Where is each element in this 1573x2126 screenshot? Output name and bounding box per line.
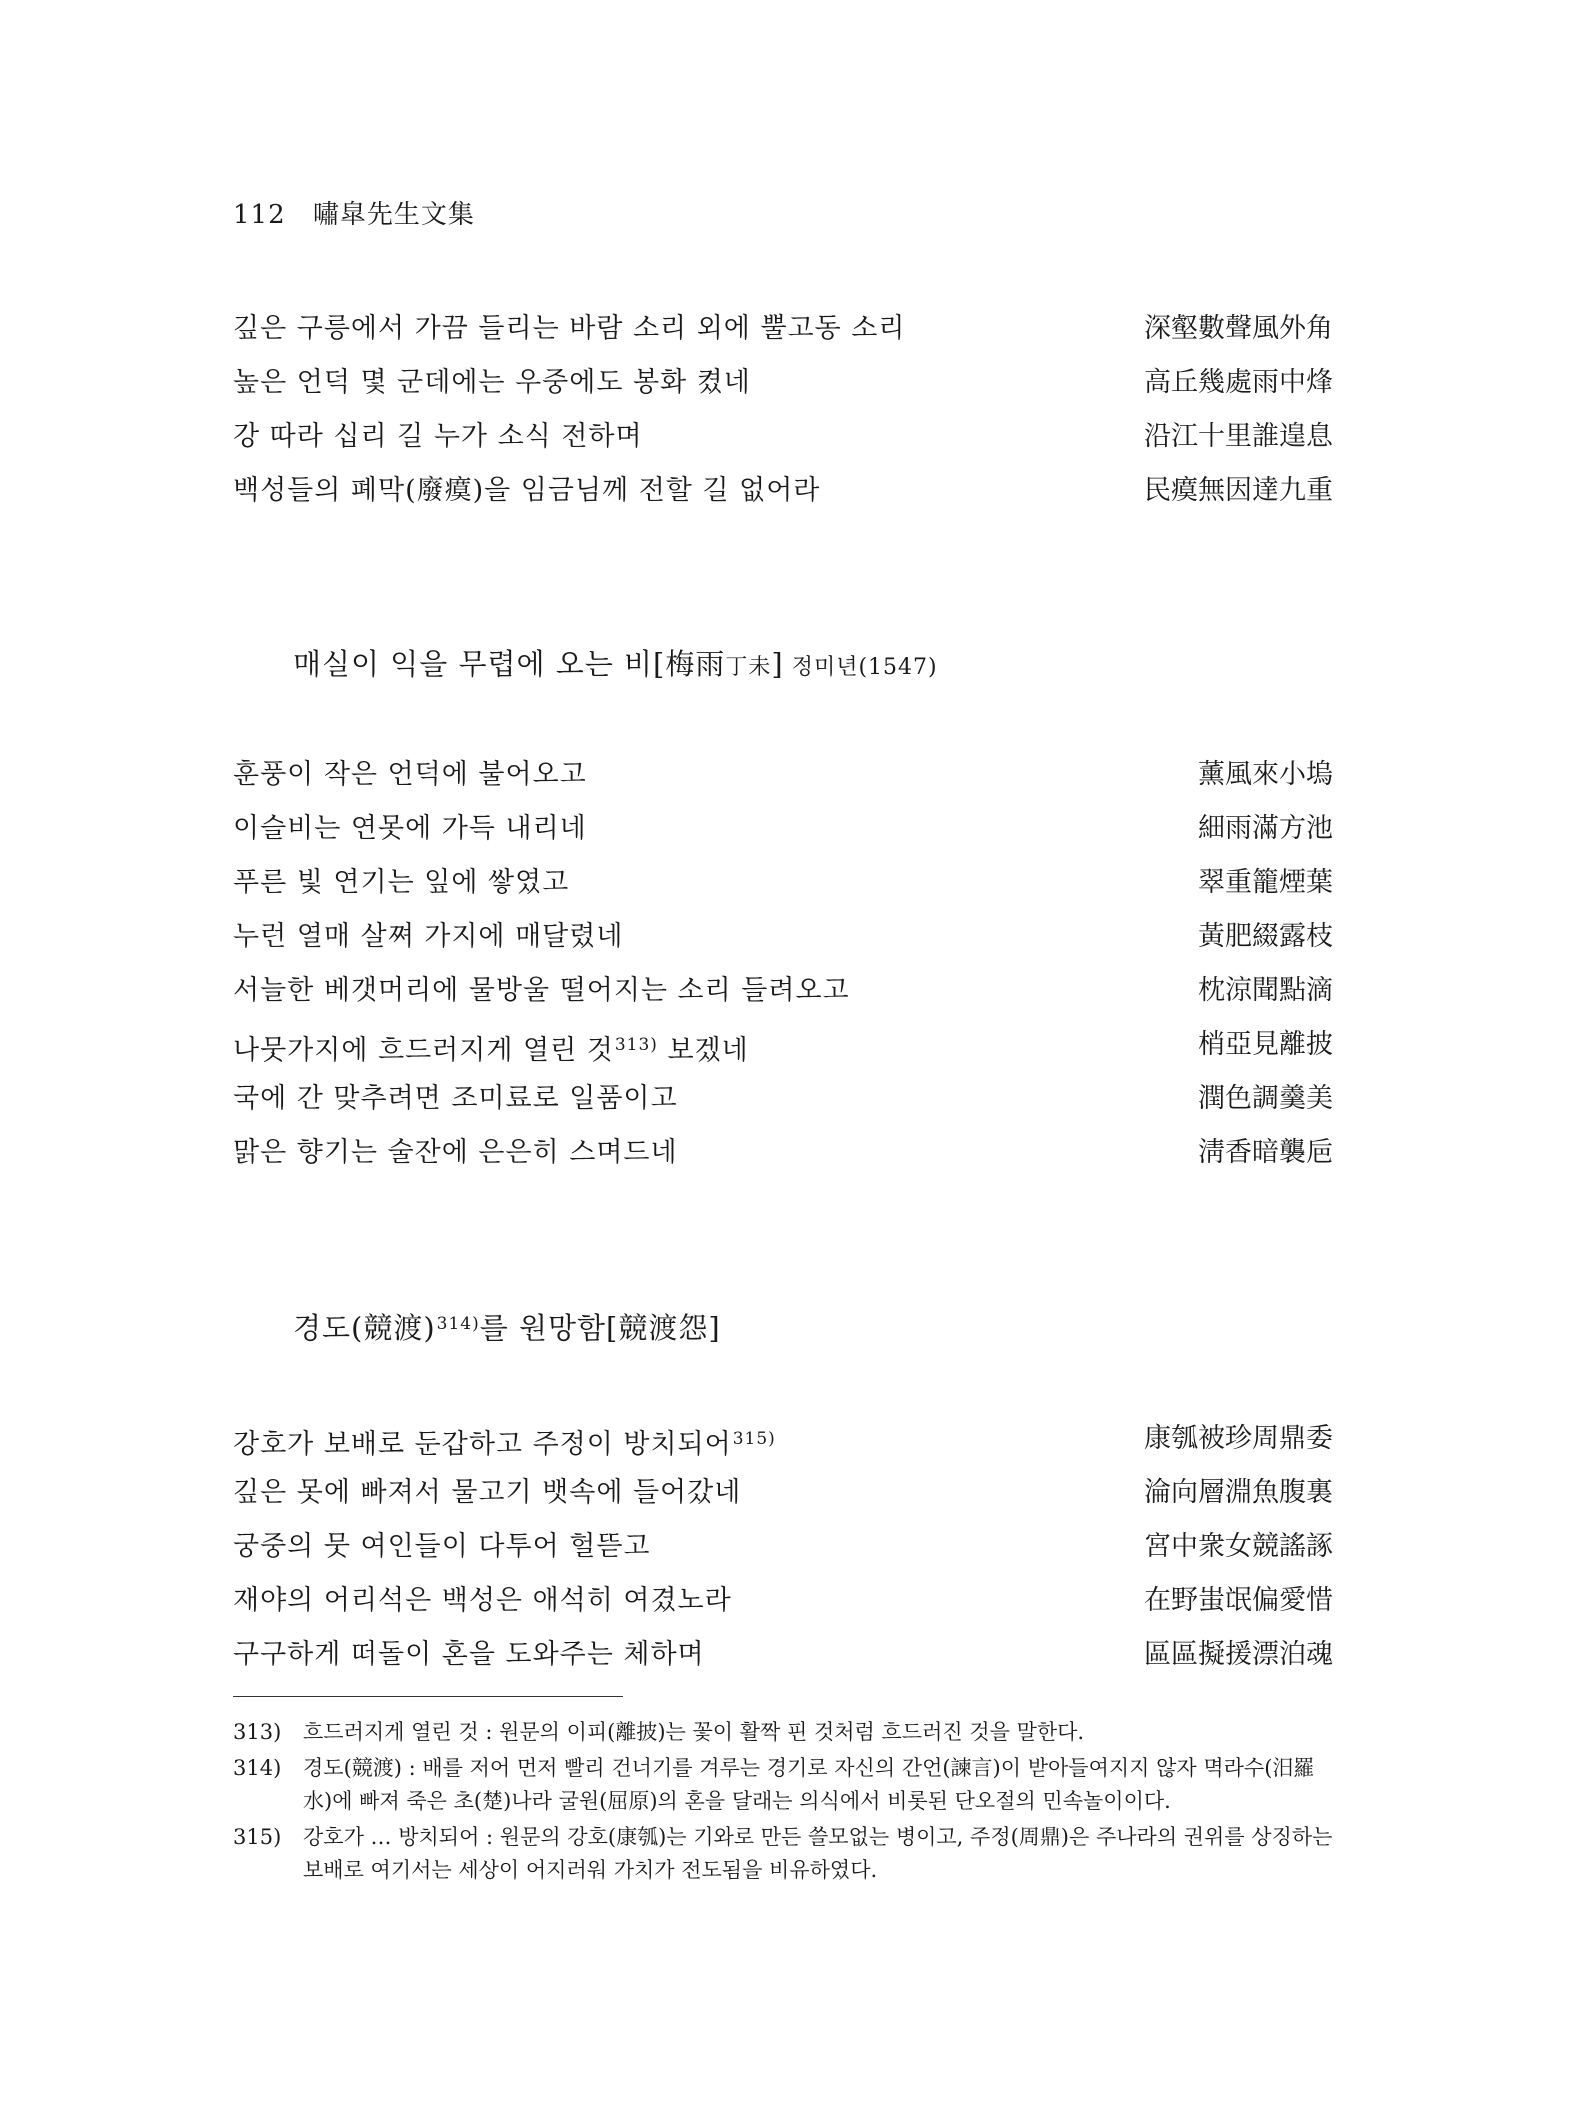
poem-2-title [293,642,938,683]
poem-line [233,1628,1333,1682]
poem-line [233,748,1333,802]
chinese-line: 潤色調羹美 [1198,1083,1333,1114]
poem-line [233,1466,1333,1520]
page-number: 112 [233,200,286,230]
title-date: 정미년(1547) [791,655,938,680]
poem-line [233,1412,1333,1466]
korean-line-text-after: 보겠네 [657,1035,749,1066]
footnote-number: 313) [233,1720,282,1744]
korean-line-text: 강호가 보배로 둔갑하고 주정이 방치되어 [233,1429,732,1460]
footnote-ref-313[interactable]: 313) [614,1035,658,1055]
poem-line [233,356,1333,410]
chinese-line: 深壑數聲風外角 [1144,313,1333,344]
footnote-item [233,1752,1333,1818]
poem-line [233,1126,1333,1180]
footnote-item [233,1821,1333,1887]
chinese-line: 翠重籠煙葉 [1198,867,1333,898]
poem-line [233,464,1333,518]
poem-3 [233,1412,1333,1682]
chinese-line: 在野蚩氓偏愛惜 [1144,1585,1333,1616]
poem-line [233,910,1333,964]
korean-line: 구구하게 떠돌이 혼을 도와주는 체하며 [233,1639,705,1670]
footnotes [233,1716,1333,1890]
chinese-line: 區區擬援漂泊魂 [1144,1639,1333,1670]
korean-line: 깊은 못에 빠져서 물고기 뱃속에 들어갔네 [233,1477,742,1508]
chinese-line: 沿江十里誰遑息 [1144,421,1333,452]
poem-line [233,964,1333,1018]
poem-line [233,1520,1333,1574]
title-chinese: 梅雨 [665,647,726,681]
korean-line: 깊은 구릉에서 가끔 들리는 바람 소리 외에 뿔고동 소리 [233,313,906,344]
footnote-ref-315[interactable]: 315) [732,1429,776,1449]
footnote-ref-314[interactable]: 314) [436,1314,480,1334]
chinese-line: 薰風來小塢 [1198,759,1333,790]
poem-line [233,410,1333,464]
korean-line: 국에 간 맞추려면 조미료로 일품이고 [233,1083,678,1114]
title-bracket-close: ] [771,647,784,681]
korean-line: 강 따라 십리 길 누가 소식 전하며 [233,421,643,452]
korean-line [233,1018,749,1078]
korean-line: 재야의 어리석은 백성은 애석히 여겼노라 [233,1585,732,1616]
footnote-number: 315) [233,1825,282,1849]
poem-line [233,1574,1333,1628]
chinese-line: 宮中衆女競謠諑 [1144,1531,1333,1562]
footnote-text: 강호가 … 방치되어 : 원문의 강호(康瓠)는 기와로 만든 쓸모없는 병이고, 주정(周鼎)은 주나라의 권위를 상징하는 보배로 여기서는 세상이 어지러워 가치가 전도됨을 비유하였다. [303,1825,1333,1882]
title-korean: 매실이 익을 무렵에 오는 비 [293,647,654,681]
korean-line: 누런 열매 살쪄 가지에 매달렸네 [233,921,624,952]
chinese-line: 枕涼聞點滴 [1198,975,1333,1006]
footnote-number: 314) [233,1756,282,1780]
poem-line [233,802,1333,856]
chinese-line: 黃肥綴露枝 [1198,921,1333,952]
korean-line: 이슬비는 연못에 가득 내리네 [233,813,587,844]
footnote-text: 흐드러지게 열린 것 : 원문의 이피(離披)는 꽃이 활짝 핀 것처럼 흐드러진 것을 말한다. [303,1720,1085,1744]
poem-line [233,1072,1333,1126]
poem-line [233,302,1333,356]
footnote-text: 경도(競渡) : 배를 저어 먼저 빨리 건너기를 겨루는 경기로 자신의 간언(諫言)이 받아들여지지 않자 멱라수(汨羅水)에 빠져 죽은 초(楚)나라 굴원(屈原)의 혼을 달래는 의식에서 비롯된 단오절의 민속놀이이다. [303,1756,1315,1813]
poem-line [233,856,1333,910]
chinese-line: 淸香暗襲巵 [1198,1137,1333,1168]
korean-line: 백성들의 폐막(廢瘼)을 임금님께 전할 길 없어라 [233,475,821,506]
korean-line: 서늘한 베갯머리에 물방울 떨어지는 소리 들려오고 [233,975,850,1006]
book-title: 嘯皐先生文集 [312,200,475,230]
chinese-line: 淪向層淵魚腹裏 [1144,1477,1333,1508]
korean-line: 맑은 향기는 술잔에 은은히 스며드네 [233,1137,678,1168]
chinese-line: 高丘幾處雨中烽 [1144,367,1333,398]
title-part-2: 를 원망함[競渡怨] [479,1311,721,1345]
poem-1 [233,302,1333,518]
title-bracket-open: [ [653,647,666,681]
chinese-line: 康瓠被珍周鼎委 [1144,1423,1333,1454]
running-head [233,194,475,231]
korean-line: 푸른 빛 연기는 잎에 쌓였고 [233,867,570,898]
title-chinese-small: 丁未 [725,655,772,680]
korean-line-text: 나뭇가지에 흐드러지게 열린 것 [233,1035,614,1066]
poem-line [233,1018,1333,1072]
chinese-line: 細雨滿方池 [1198,813,1333,844]
chinese-line: 民瘼無因達九重 [1144,475,1333,506]
korean-line: 훈풍이 작은 언덕에 불어오고 [233,759,587,790]
chinese-line: 梢亞見離披 [1198,1029,1333,1060]
korean-line [233,1412,776,1472]
title-part-1: 경도(競渡) [293,1311,436,1345]
korean-line: 궁중의 뭇 여인들이 다투어 헐뜯고 [233,1531,651,1562]
footnote-item [233,1716,1333,1749]
poem-3-title [293,1306,721,1347]
poem-2 [233,748,1333,1180]
korean-line: 높은 언덕 몇 군데에는 우중에도 봉화 켰네 [233,367,751,398]
footnote-divider [233,1696,623,1697]
